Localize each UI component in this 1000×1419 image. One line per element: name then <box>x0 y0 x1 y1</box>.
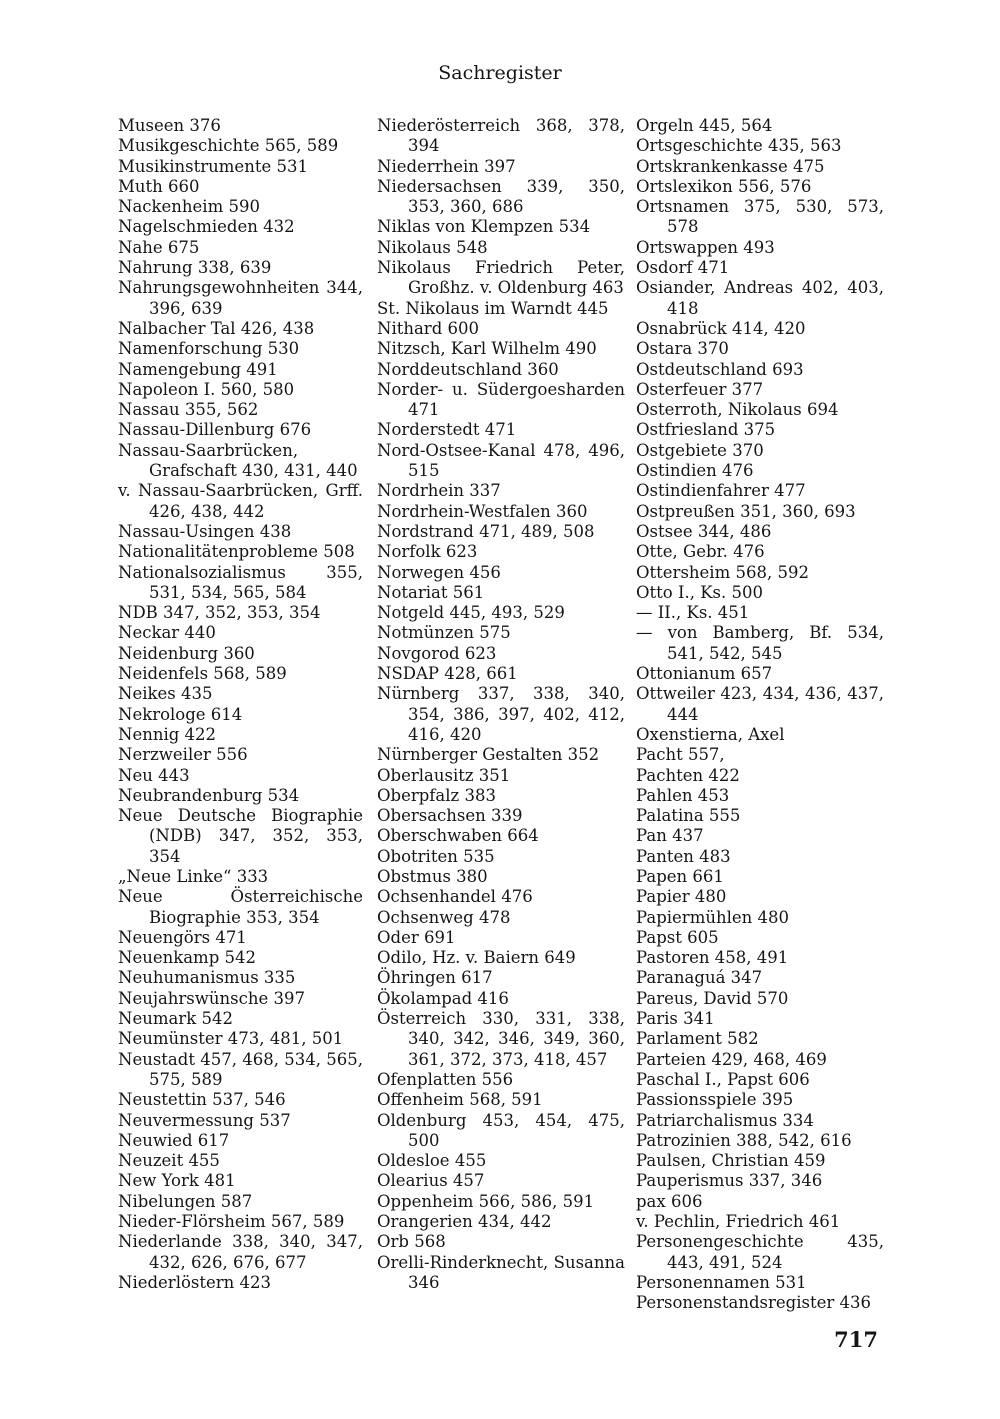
index-column-2 <box>377 116 625 1293</box>
index-entry: Orgeln 445, 564 <box>636 116 773 135</box>
index-entry: Nahrungsgewohnheiten 344, 396, 639 <box>118 278 363 318</box>
index-entry: — II., Ks. 451 <box>636 603 750 623</box>
index-entry: Parteien 429, 468, 469 <box>636 1049 827 1069</box>
index-entry: Ostara 370 <box>636 339 729 359</box>
index-entry: Paris 341 <box>636 1009 715 1029</box>
index-entry: Patrozinien 388, 542, 616 <box>636 1130 852 1150</box>
index-entry: Musikgeschichte 565, 589 <box>118 136 339 156</box>
index-entry: Osterroth, Nikolaus 694 <box>636 400 839 420</box>
index-entry: Ottersheim 568, 592 <box>636 562 809 582</box>
index-entry: Neuengörs 471 <box>118 927 247 947</box>
index-entry: Nekrologe 614 <box>118 704 243 724</box>
index-entry: Papst 605 <box>636 927 719 947</box>
index-entry: Oxenstierna, Axel <box>636 724 785 744</box>
index-entry: Nahe 675 <box>118 237 200 257</box>
index-entry: Nennig 422 <box>118 724 217 744</box>
index-entry: Norder- u. Südergoesharden 471 <box>377 379 625 420</box>
index-entry: Neckar 440 <box>118 623 216 643</box>
index-entry: Niederlande 338, 340, 347, 432, 626, 676, 677 <box>118 1232 363 1272</box>
index-entry: Pareus, David 570 <box>636 988 789 1008</box>
index-entry: Oldesloe 455 <box>377 1151 487 1171</box>
index-entry: Neustadt 457, 468, 534, 565, 575, 589 <box>118 1049 363 1089</box>
index-entry: Nerzweiler 556 <box>118 745 248 765</box>
index-entry: Neujahrswünsche 397 <box>118 988 305 1008</box>
index-entry: Ortskrankenkasse 475 <box>636 156 825 176</box>
index-entry: Nitzsch, Karl Wilhelm 490 <box>377 339 597 359</box>
index-column-3 <box>636 116 884 1314</box>
index-entry: Orelli-Rinderknecht, Susanna 346 <box>377 1252 625 1292</box>
index-entry: Neuenkamp 542 <box>118 948 257 968</box>
index-column-1 <box>118 116 363 1293</box>
index-entry: New York 481 <box>118 1171 236 1191</box>
index-entry: Papen 661 <box>636 866 724 886</box>
index-entry: Nürnberger Gestalten 352 <box>377 745 600 765</box>
index-entry: Muth 660 <box>118 176 200 196</box>
index-entry: Niklas von Klempzen 534 <box>377 217 591 237</box>
index-entry: Neikes 435 <box>118 684 213 704</box>
index-entry: NSDAP 428, 661 <box>377 664 518 684</box>
index-entry: — von Bamberg, Bf. 534, 541, 542, 545 <box>636 623 884 663</box>
index-entry: Ostindien 476 <box>636 461 754 481</box>
index-entry: Nalbacher Tal 426, 438 <box>118 318 315 338</box>
index-entry: Nationalitätenprobleme 508 <box>118 542 355 562</box>
index-entry: Ottonianum 657 <box>636 664 773 684</box>
index-entry: Personennamen 531 <box>636 1272 807 1292</box>
index-entry: Ochsenweg 478 <box>377 907 511 927</box>
index-entry: Nieder-Flörsheim 567, 589 <box>118 1212 345 1232</box>
index-entry: Osiander, Andreas 402, 403, 418 <box>636 278 884 318</box>
index-entry: Niederrhein 397 <box>377 156 516 176</box>
index-entry: Oder 691 <box>377 927 456 947</box>
index-entry: Neuvermessung 537 <box>118 1110 291 1130</box>
index-entry: Olearius 457 <box>377 1171 485 1191</box>
index-entry: Nikolaus 548 <box>377 237 488 257</box>
index-entry: NDB 347, 352, 353, 354 <box>118 603 321 623</box>
index-entry: Norddeutschland 360 <box>377 359 559 379</box>
index-entry: Oberpfalz 383 <box>377 785 496 805</box>
index-entry: Orb 568 <box>377 1232 446 1252</box>
index-entry: Norfolk 623 <box>377 542 478 562</box>
index-entry: Passionsspiele 395 <box>636 1090 794 1110</box>
index-entry: Oppenheim 566, 586, 591 <box>377 1191 595 1211</box>
index-entry: Pacht 557, <box>636 745 725 765</box>
index-entry: Otte, Gebr. 476 <box>636 542 765 562</box>
index-entry: Norwegen 456 <box>377 562 501 582</box>
index-entry: Personengeschichte 435, 443, 491, 524 <box>636 1232 884 1272</box>
index-entry: Nassau-Dillenburg 676 <box>118 420 312 440</box>
index-entry: Neidenburg 360 <box>118 643 255 663</box>
index-entry: Parlament 582 <box>636 1029 759 1049</box>
index-entry: „Neue Linke“ 333 <box>118 866 269 886</box>
index-entry: Osnabrück 414, 420 <box>636 318 806 338</box>
index-entry: Ostpreußen 351, 360, 693 <box>636 501 856 521</box>
index-entry: Öhringen 617 <box>377 968 493 988</box>
index-entry: Neubrandenburg 534 <box>118 785 300 805</box>
index-entry: Neuzeit 455 <box>118 1151 220 1171</box>
index-entry: pax 606 <box>636 1191 703 1211</box>
index-entry: Palatina 555 <box>636 806 741 826</box>
index-entry: Niederlöstern 423 <box>118 1272 272 1292</box>
index-entry: Neidenfels 568, 589 <box>118 664 287 684</box>
index-entry: Oberlausitz 351 <box>377 765 511 785</box>
index-entry: Neuhumanismus 335 <box>118 968 296 988</box>
index-entry: Personenstandsregister 436 <box>636 1293 872 1313</box>
index-entry: Nationalsozialismus 355, 531, 534, 565, 584 <box>118 562 363 602</box>
index-entry: Odilo, Hz. v. Baiern 649 <box>377 948 576 968</box>
index-entry: Napoleon I. 560, 580 <box>118 379 295 399</box>
index-entry: Nordstrand 471, 489, 508 <box>377 521 595 541</box>
index-entry: Neu 443 <box>118 765 190 785</box>
index-entry: Nithard 600 <box>377 318 479 338</box>
index-entry: Ofenplatten 556 <box>377 1069 514 1089</box>
index-entry: Namengebung 491 <box>118 359 278 379</box>
index-entry: Pachten 422 <box>636 765 740 785</box>
index-entry: Pastoren 458, 491 <box>636 948 789 968</box>
index-entry: Nahrung 338, 639 <box>118 258 272 278</box>
index-entry: Neue Österreichische Biographie 353, 354 <box>118 887 363 927</box>
index-entry: Oberschwaben 664 <box>377 826 539 846</box>
index-entry: Pauperismus 337, 346 <box>636 1171 823 1191</box>
index-entry: Nord-Ostsee-Kanal 478, 496, 515 <box>377 440 625 481</box>
index-entry: Ottweiler 423, 434, 436, 437, 444 <box>636 684 884 724</box>
index-entry: Orangerien 434, 442 <box>377 1212 552 1232</box>
index-entry: Ostfriesland 375 <box>636 420 776 440</box>
index-entry: Paulsen, Christian 459 <box>636 1151 826 1171</box>
index-entry: Neustettin 537, 546 <box>118 1090 286 1110</box>
index-entry: Osterfeuer 377 <box>636 379 764 399</box>
index-entry: v. Nassau-Saarbrücken, Grff. 426, 438, 442 <box>118 481 363 521</box>
index-entry: Notgeld 445, 493, 529 <box>377 603 565 623</box>
index-entry: Nassau 355, 562 <box>118 400 259 420</box>
index-entry: Novgorod 623 <box>377 643 497 663</box>
index-entry: Niederösterreich 368, 378, 394 <box>377 116 625 156</box>
index-entry: Nordrhein 337 <box>377 481 501 501</box>
index-entry: Nagelschmieden 432 <box>118 217 295 237</box>
index-entry: Obersachsen 339 <box>377 806 523 826</box>
index-entry: Nassau-Usingen 438 <box>118 521 292 541</box>
index-entry: Paranaguá 347 <box>636 968 763 988</box>
index-entry: Ortsnamen 375, 530, 573, 578 <box>636 197 884 237</box>
index-entry: Nordrhein-Westfalen 360 <box>377 501 588 521</box>
index-entry: Osdorf 471 <box>636 258 730 278</box>
index-entry: Oldenburg 453, 454, 475, 500 <box>377 1110 625 1150</box>
index-entry: St. Nikolaus im Warndt 445 <box>377 298 609 318</box>
index-entry: Notmünzen 575 <box>377 623 511 643</box>
index-entry: Österreich 330, 331, 338, 340, 342, 346, 349, 360, 361, 372, 373, 418, 457 <box>377 1009 625 1069</box>
index-entry: Obotriten 535 <box>377 846 495 866</box>
index-entry: Namenforschung 530 <box>118 339 300 359</box>
index-entry: Niedersachsen 339, 350, 353, 360, 686 <box>377 176 625 217</box>
index-entry: Paschal I., Papst 606 <box>636 1069 810 1089</box>
index-entry: Ortsgeschichte 435, 563 <box>636 136 842 156</box>
index-entry: Ostindienfahrer 477 <box>636 481 806 501</box>
index-entry: Papiermühlen 480 <box>636 907 789 927</box>
index-entry: Nibelungen 587 <box>118 1191 253 1211</box>
index-entry: Ochsenhandel 476 <box>377 887 533 907</box>
index-entry: Obstmus 380 <box>377 866 488 886</box>
index-entry: Ostdeutschland 693 <box>636 359 804 379</box>
index-entry: Neuwied 617 <box>118 1130 230 1150</box>
index-entry: Patriarchalismus 334 <box>636 1110 814 1130</box>
page-number: 717 <box>834 1327 878 1352</box>
index-entry: Pan 437 <box>636 826 704 846</box>
index-entry: Notariat 561 <box>377 582 485 602</box>
index-entry: Neumark 542 <box>118 1009 233 1029</box>
index-entry: Nackenheim 590 <box>118 197 260 217</box>
index-entry: v. Pechlin, Friedrich 461 <box>636 1212 841 1232</box>
index-entry: Nürnberg 337, 338, 340, 354, 386, 397, 402, 412, 416, 420 <box>377 684 625 744</box>
index-entry: Ostgebiete 370 <box>636 440 764 460</box>
index-entry: Ökolampad 416 <box>377 988 509 1008</box>
index-entry: Ostsee 344, 486 <box>636 521 772 541</box>
index-entry: Otto I., Ks. 500 <box>636 582 763 602</box>
index-entry: Musikinstrumente 531 <box>118 156 308 176</box>
index-entry: Neue Deutsche Biographie (NDB) 347, 352, 353, 354 <box>118 806 363 866</box>
index-entry: Papier 480 <box>636 887 727 907</box>
index-entry: Museen 376 <box>118 116 221 135</box>
index-entry: Norderstedt 471 <box>377 420 517 440</box>
index-entry: Panten 483 <box>636 846 731 866</box>
index-entry: Offenheim 568, 591 <box>377 1090 543 1110</box>
index-entry: Ortswappen 493 <box>636 237 775 257</box>
index-entry: Pahlen 453 <box>636 785 730 805</box>
index-entry: Nikolaus Friedrich Peter, Großhz. v. Oldenburg 463 <box>377 258 625 298</box>
index-entry: Ortslexikon 556, 576 <box>636 176 812 196</box>
index-entry: Nassau-Saarbrücken, Grafschaft 430, 431, 440 <box>118 440 358 481</box>
running-head: Sachregister <box>438 62 562 84</box>
index-entry: Neumünster 473, 481, 501 <box>118 1029 344 1049</box>
